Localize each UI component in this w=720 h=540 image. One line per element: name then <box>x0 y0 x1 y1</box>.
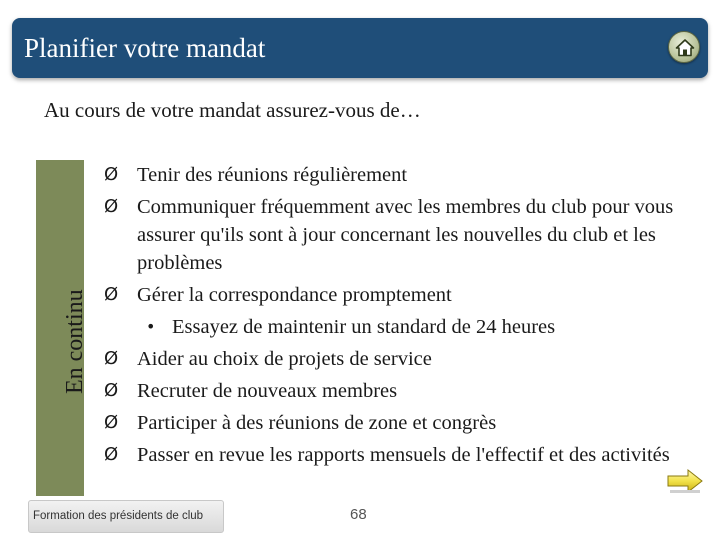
side-label: En continu <box>62 289 88 394</box>
home-icon <box>675 38 695 58</box>
bullet-item <box>104 191 694 279</box>
arrow-bullet-icon: Ø <box>104 412 119 433</box>
bullet-item <box>104 407 694 439</box>
sub-bullet-text: Essayez de maintenir un standard de 24 heures <box>172 316 556 338</box>
bullet-item <box>104 159 694 191</box>
next-arrow-icon <box>666 468 704 496</box>
bullet-text: Passer en revue les rapports mensuels de l'effectif et des activités <box>137 444 670 466</box>
arrow-bullet-icon: Ø <box>104 444 119 465</box>
bullet-item <box>104 279 694 311</box>
page-title: Planifier votre mandat <box>24 33 266 63</box>
bullet-text: Aider au choix de projets de service <box>137 348 432 370</box>
bullet-text: Gérer la correspondance promptement <box>137 284 452 306</box>
bullet-text: Tenir des réunions régulièrement <box>137 164 408 186</box>
arrow-bullet-icon: Ø <box>104 164 119 185</box>
bullet-list <box>104 159 694 469</box>
bullet-item <box>104 375 694 407</box>
footer-label-box <box>28 500 224 533</box>
arrow-bullet-icon: Ø <box>104 284 119 305</box>
bullet-item <box>104 439 694 469</box>
bullet-text: Communiquer fréquemment avec les membres du club pour vous assurer qu'ils sont à jour concernant les nouvelles du club et les problèmes <box>137 196 674 274</box>
header-bar <box>12 18 708 78</box>
bullet-text: Recruter de nouveaux membres <box>137 380 398 402</box>
page-number: 68 <box>350 506 367 523</box>
bullet-text: Participer à des réunions de zone et congrès <box>137 412 497 434</box>
bullet-item <box>104 343 694 375</box>
arrow-bullet-icon: Ø <box>104 380 119 401</box>
arrow-bullet-icon: Ø <box>104 196 119 217</box>
footer-text: Formation des présidents de club <box>33 510 204 522</box>
home-button[interactable] <box>668 31 700 63</box>
next-slide-button[interactable] <box>666 468 704 496</box>
subtitle: Au cours de votre mandat assurez-vous de… <box>44 98 421 122</box>
dot-bullet-icon: • <box>146 317 156 336</box>
arrow-bullet-icon: Ø <box>104 348 119 369</box>
sub-bullet-item <box>104 311 694 343</box>
